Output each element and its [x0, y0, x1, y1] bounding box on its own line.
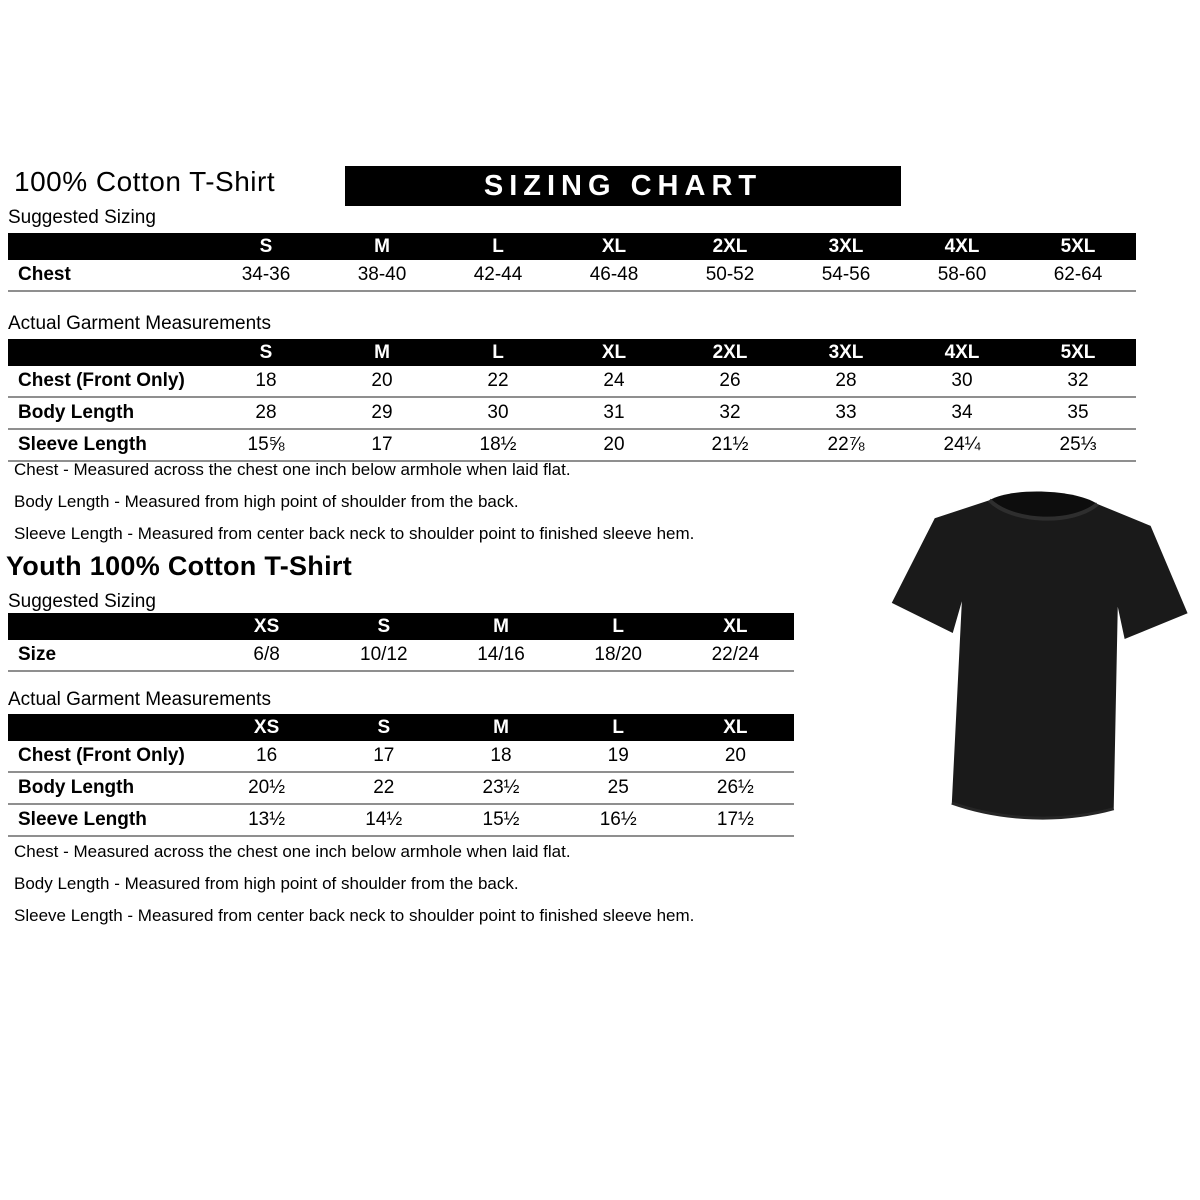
row-label: Chest	[18, 264, 71, 285]
cell-value: 33	[835, 402, 857, 423]
size-header: M	[493, 615, 509, 637]
cell-value: 30	[487, 402, 509, 423]
size-header: XL	[601, 235, 627, 257]
youth-suggested-table	[8, 613, 794, 672]
size-header: XL	[723, 716, 748, 738]
cell-value: 17	[371, 434, 393, 455]
size-header: M	[374, 235, 390, 257]
cell-value: 16½	[599, 809, 637, 830]
cell-value: 25⅓	[1059, 434, 1097, 455]
cell-value: 15⅝	[247, 434, 285, 455]
youth-suggested-sizing-label: Suggested Sizing	[8, 591, 156, 612]
size-header: XS	[253, 615, 280, 637]
cell-value: 22	[487, 370, 509, 391]
note-sleeve-length: Sleeve Length - Measured from center back neck to shoulder point to finished sleeve hem.	[14, 524, 695, 543]
adult-suggested-sizing-label: Suggested Sizing	[8, 207, 156, 228]
cell-value: 6/8	[253, 644, 280, 665]
size-header: XS	[253, 716, 280, 738]
size-header: XL	[601, 341, 627, 363]
cell-value: 20	[603, 434, 625, 455]
youth-actual-table	[8, 714, 794, 837]
cell-value: 14/16	[477, 644, 525, 665]
table-row	[8, 260, 1136, 292]
size-header: 3XL	[828, 341, 864, 363]
adult-actual-table	[8, 339, 1136, 462]
cell-value: 54-56	[821, 264, 871, 285]
note-sleeve-length: Sleeve Length - Measured from center back neck to shoulder point to finished sleeve hem.	[14, 906, 695, 925]
cell-value: 22⅞	[827, 434, 865, 455]
row-label: Chest (Front Only)	[18, 745, 185, 766]
adult-measurement-notes	[14, 460, 874, 556]
size-header: L	[492, 341, 504, 363]
cell-value: 24¼	[943, 434, 981, 455]
cell-value: 28	[835, 370, 857, 391]
size-header: XL	[723, 615, 748, 637]
cell-value: 25	[607, 777, 629, 798]
cell-value: 50-52	[705, 264, 755, 285]
cell-value: 29	[371, 402, 393, 423]
size-header: 5XL	[1060, 235, 1096, 257]
cell-value: 26½	[716, 777, 754, 798]
row-label: Sleeve Length	[18, 434, 147, 455]
size-header: 4XL	[944, 341, 980, 363]
adult-actual-header-row	[8, 339, 1136, 366]
table-row	[8, 366, 1136, 398]
sizing-chart-banner-text: SIZING CHART	[483, 169, 763, 202]
note-body-length: Body Length - Measured from high point of shoulder from the back.	[14, 874, 519, 893]
note-chest: Chest - Measured across the chest one inch below armhole when laid flat.	[14, 460, 571, 479]
size-header: 3XL	[828, 235, 864, 257]
cell-value: 31	[603, 402, 625, 423]
youth-section-title: Youth 100% Cotton T-Shirt	[6, 551, 352, 581]
cell-value: 32	[1067, 370, 1089, 391]
sizing-chart-banner	[345, 166, 901, 206]
cell-value: 42-44	[473, 264, 523, 285]
cell-value: 34-36	[241, 264, 291, 285]
adult-suggested-table	[8, 233, 1136, 292]
size-header: 2XL	[712, 235, 748, 257]
table-row	[8, 741, 794, 773]
table-row	[8, 398, 1136, 430]
cell-value: 32	[719, 402, 741, 423]
table-row	[8, 805, 794, 837]
youth-actual-measurements-label: Actual Garment Measurements	[8, 689, 271, 710]
cell-value: 17½	[716, 809, 754, 830]
cell-value: 62-64	[1053, 264, 1103, 285]
cell-value: 23½	[482, 777, 520, 798]
row-label: Size	[18, 644, 57, 665]
size-header: S	[377, 615, 391, 637]
cell-value: 21½	[711, 434, 749, 455]
size-header: L	[612, 716, 624, 738]
cell-value: 26	[719, 370, 741, 391]
cell-value: 38-40	[357, 264, 407, 285]
youth-suggested-header-row	[8, 613, 794, 640]
size-header: 2XL	[712, 341, 748, 363]
youth-measurement-notes	[14, 842, 874, 938]
cell-value: 15½	[482, 809, 520, 830]
cell-value: 18	[490, 745, 512, 766]
adult-suggested-header-row	[8, 233, 1136, 260]
row-label: Body Length	[18, 777, 135, 798]
adult-actual-measurements-label: Actual Garment Measurements	[8, 313, 271, 334]
cell-value: 17	[373, 745, 395, 766]
youth-actual-header-row	[8, 714, 794, 741]
cell-value: 18½	[479, 434, 517, 455]
size-header: S	[259, 235, 273, 257]
size-header: 4XL	[944, 235, 980, 257]
cell-value: 35	[1067, 402, 1089, 423]
row-label: Sleeve Length	[18, 809, 147, 830]
row-label: Chest (Front Only)	[18, 370, 185, 391]
table-row	[8, 773, 794, 805]
size-header: M	[493, 716, 509, 738]
table-row	[8, 640, 794, 672]
page-title: 100% Cotton T-Shirt	[14, 166, 276, 197]
cell-value: 16	[256, 745, 278, 766]
note-body-length: Body Length - Measured from high point of shoulder from the back.	[14, 492, 519, 511]
cell-value: 20	[724, 745, 746, 766]
note-chest: Chest - Measured across the chest one inch below armhole when laid flat.	[14, 842, 571, 861]
cell-value: 10/12	[360, 644, 408, 665]
table-row	[8, 430, 1136, 462]
cell-value: 58-60	[937, 264, 987, 285]
cell-value: 14½	[365, 809, 403, 830]
cell-value: 18/20	[594, 644, 642, 665]
cell-value: 34	[951, 402, 973, 423]
cell-value: 30	[951, 370, 973, 391]
size-header: M	[374, 341, 390, 363]
cell-value: 24	[603, 370, 625, 391]
size-header: L	[612, 615, 624, 637]
cell-value: 20	[371, 370, 393, 391]
cell-value: 20½	[248, 777, 286, 798]
cell-value: 18	[255, 370, 277, 391]
cell-value: 28	[255, 402, 277, 423]
size-header: 5XL	[1060, 341, 1096, 363]
cell-value: 13½	[248, 809, 286, 830]
size-header: S	[377, 716, 391, 738]
cell-value: 19	[607, 745, 629, 766]
row-label: Body Length	[18, 402, 135, 423]
size-header: S	[259, 341, 273, 363]
cell-value: 46-48	[589, 264, 639, 285]
tshirt-graphic	[888, 476, 1188, 836]
tshirt-image	[888, 476, 1188, 841]
cell-value: 22/24	[711, 644, 760, 665]
cell-value: 22	[373, 777, 395, 798]
size-header: L	[492, 235, 504, 257]
